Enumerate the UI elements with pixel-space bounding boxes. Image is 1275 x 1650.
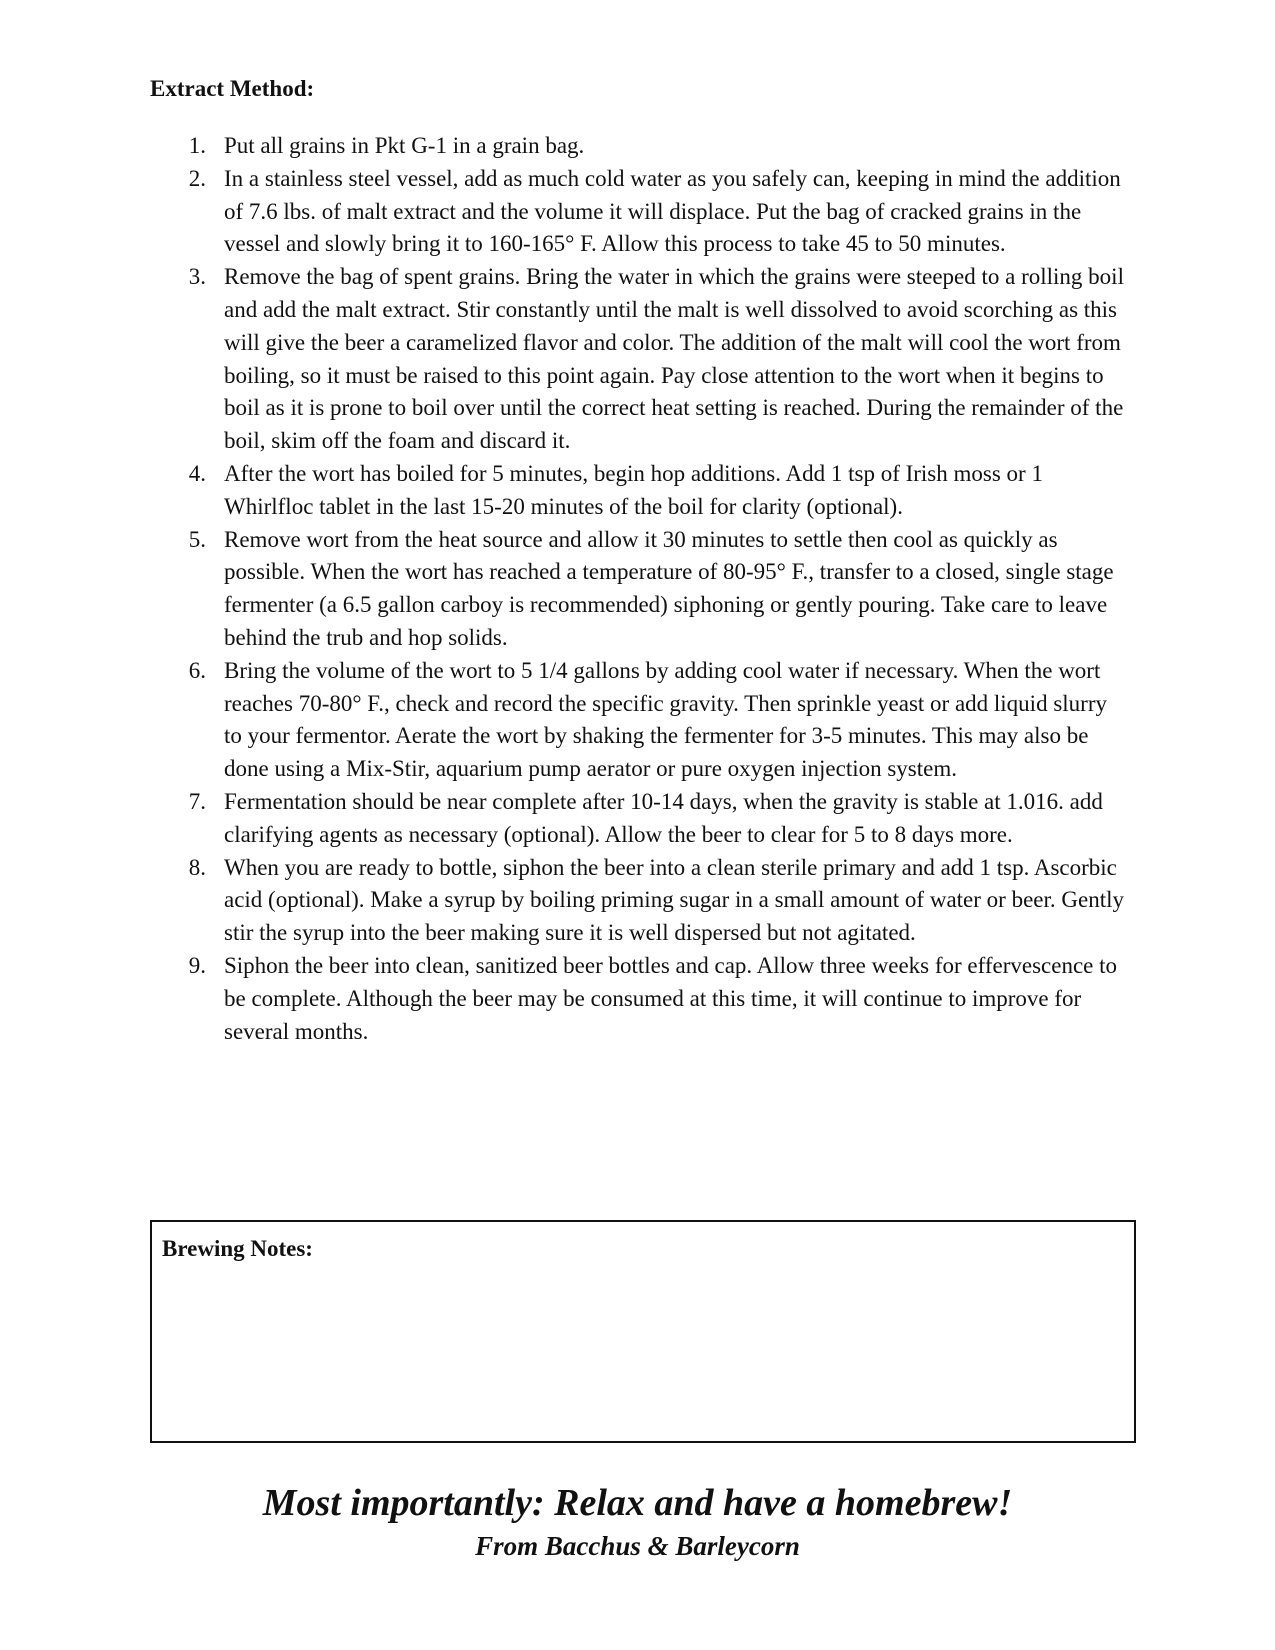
step-text: Remove the bag of spent grains. Bring the water in which the grains were steeped to a rolling boil and add the malt extract. Stir constantly until the malt is well dissolved to avoid scorching as this will give the beer a caramelized flavor and color. The addition of the malt will cool the wort from boiling, so it must be raised to this point again. Pay close attention to the wort when it begins to boil as it is prone to boil over until the correct heat setting is reached. During the remainder of the boil, skim off the foam and discard it. [224, 264, 1124, 454]
step-number: 7. [188, 788, 206, 814]
step-number: 6. [188, 657, 206, 683]
step-item [150, 458, 1130, 524]
step-text: When you are ready to bottle, siphon the beer into a clean sterile primary and add 1 tsp. Ascorbic acid (optional). Make a syrup by boiling priming sugar in a small amount of water or beer. Gently stir the syrup into the beer making sure it is well dispersed but not agitated. [224, 854, 1124, 946]
attribution: From Bacchus & Barleycorn [475, 1531, 800, 1561]
extract-method-heading: Extract Method: [150, 76, 315, 101]
step-text: Fermentation should be near complete after 10-14 days, when the gravity is stable at 1.016. add clarifying agents as necessary (optional). Allow the beer to clear for 5 to 8 days more. [224, 788, 1103, 847]
step-item [150, 261, 1130, 458]
step-number: 9. [188, 952, 206, 978]
brewing-notes-box [150, 1220, 1136, 1443]
step-text: Siphon the beer into clean, sanitized beer bottles and cap. Allow three weeks for effervescence to be complete. Although the beer may be consumed at this time, it will continue to improve for several months. [224, 952, 1118, 1044]
step-item [150, 852, 1130, 950]
step-text: In a stainless steel vessel, add as much cold water as you safely can, keeping in mind the addition of 7.6 lbs. of malt extract and the volume it will displace. Put the bag of cracked grains in the vessel and slowly bring it to 160-165° F. Allow this process to take 45 to 50 minutes. [224, 165, 1121, 257]
step-item [150, 950, 1130, 1048]
step-number: 1. [188, 133, 206, 158]
step-text: Bring the volume of the wort to 5 1/4 gallons by adding cool water if necessary. When the wort reaches 70-80° F., check and record the specific gravity. Then sprinkle yeast or add liquid slurry to your fermentor. Aerate the wort by shaking the fermenter for 3-5 minutes. This may also be done using a Mix-Stir, aquarium pump aerator or pure oxygen injection system. [224, 657, 1107, 782]
step-text: Put all grains in Pkt G-1 in a grain bag. [224, 133, 585, 158]
extract-method-steps [150, 130, 1130, 1048]
step-item [150, 786, 1130, 852]
step-number: 5. [188, 526, 206, 552]
step-item [150, 655, 1130, 786]
step-text: After the wort has boiled for 5 minutes, begin hop additions. Add 1 tsp of Irish moss or 1 Whirlfloc tablet in the last 15-20 minutes of the boil for clarity (optional). [224, 460, 1043, 519]
step-number: 2. [188, 165, 206, 191]
step-number: 8. [188, 854, 206, 880]
step-number: 3. [188, 264, 206, 290]
step-item [150, 163, 1130, 261]
step-text: Remove wort from the heat source and allow it 30 minutes to settle then cool as quickly as possible. When the wort has reached a temperature of 80-95° F., transfer to a closed, single stage fermenter (a 6.5 gallon carboy is recommended) siphoning or gently pouring. Take care to leave behind the trub and hop solids. [224, 526, 1114, 650]
closing-tagline: Most importantly: Relax and have a homebrew! [262, 1482, 1013, 1524]
brewing-notes-label: Brewing Notes: [162, 1236, 313, 1261]
step-number: 4. [188, 460, 206, 486]
step-item [150, 524, 1130, 655]
step-item [150, 130, 1130, 163]
